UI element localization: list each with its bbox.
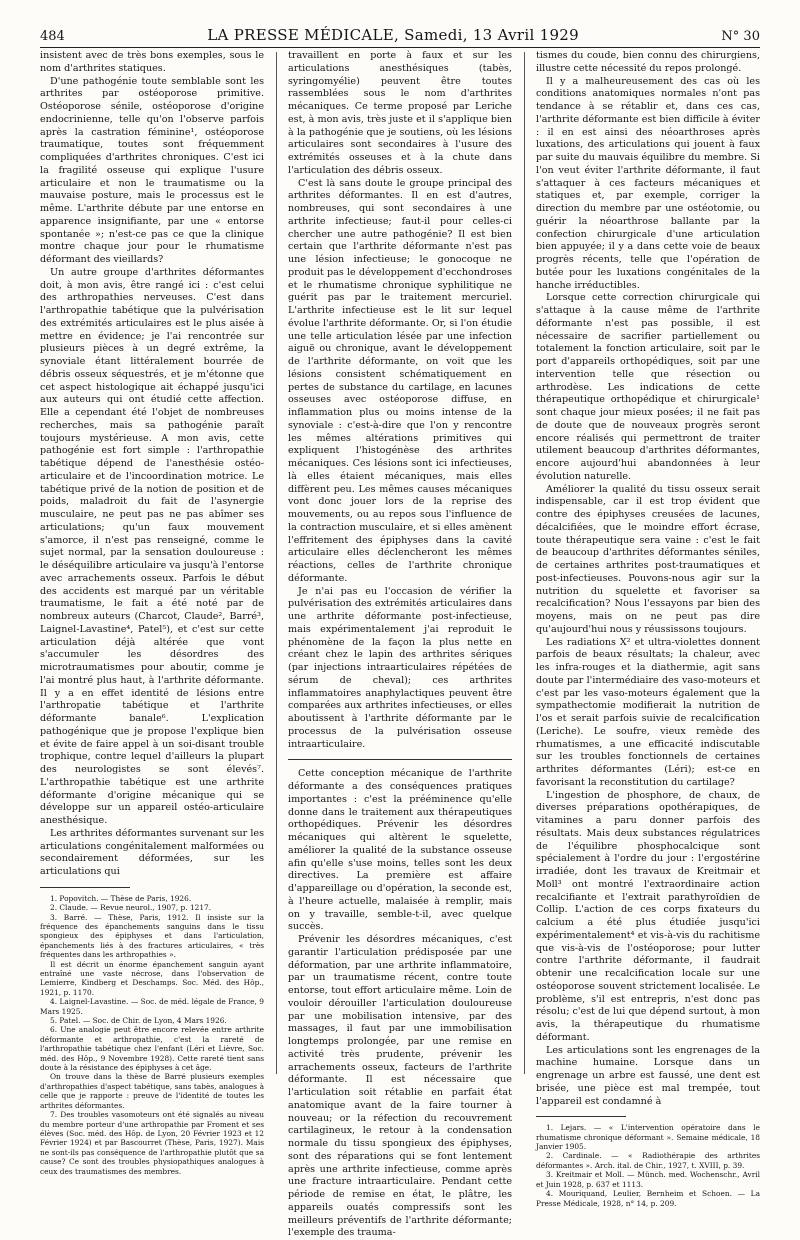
footnote: 4. Mouriquand, Leulier, Bernheim et Schoen. — La Presse Médicale, 1928, n° 14, p. 209. [536,1189,760,1208]
column-1 [40,50,264,1176]
footnote: 2. Claude. — Revue neurol., 1907, p. 1217. [50,903,212,913]
paragraph: D'une pathogénie toute semblable sont les arthrites par ostéoporose primitive. Ostéoporose sénile, ostéoporose d'origine endocrinienne, telle qu'on l'observe parfois après la castration féminine¹, ostéoporose traumatique, toutes sont fréquemment compliquées d'arthrites chroniques. C'est ici la fragilité osseuse qui explique l'usure articulaire et non le traumatisme ou la mauvaise posture, mais le processus est le même. L'arthrite débute par une entorse en apparence insignifiante, par une « entorse spontanée »; n'est-ce pas ce que la clinique montre chaque jour pour le rhumatisme déformant des vieillards? [40,75,264,265]
footnote: On trouve dans la thèse de Barré plusieurs exemples d'arthropathies d'aspect tabétique, sans tabès, analogues à celle que je rapporte : preuve de l'identité de toutes les arthrites déformantes. [40,1072,264,1110]
paragraph: Cette conception mécanique de l'arthrite déformante a des conséquences pratiques importantes : c'est la prééminence qu'elle donne dans le traitement aux thérapeutiques orthopédiques. Prévenir les désordres mécaniques qui altèrent le squelette, améliorer la qualité de la substance osseuse afin qu'elle s'use moins, telles sont les deux directives. La première est affaire d'appareillage ou d'opération, la seconde est, à l'heure actuelle, malaisée à remplir, mais on y travaille, semble-t-il, avec quelque succès. [288,768,512,933]
issue-number: N° 30 [721,29,760,44]
footnote: 7. Des troubles vasomoteurs ont été signalés au niveau du membre porteur d'une arthropathie par Froment et ses élèves (Soc. méd. des Hôp. de Lyon, 20 Février 1923 et 12 Février 1924) et par Bascourret (Thèse, Paris, 1927). Mais ne sont-ils pas conséquence de l'arthropathie plutôt que sa cause? Ce sont des troubles physiopathiques analogues à ceux des traumatismes des membres. [40,1110,264,1176]
footnote: 1. Lejars. — « L'intervention opératoire dans le rhumatisme chronique déformant ». Semaine médicale, 18 Janvier 1905. [536,1123,760,1152]
footnote: 1. Popovitch. — Thèse de Paris, 1926. [50,893,192,903]
paragraph: travaillent en porte à faux et sur les articulations anesthésiques (tabès, syringomyélie) peuvent être toutes rassemblées sous le nom d'arthrites mécaniques. Ce terme proposé par Leriche est, à mon avis, très juste et il s'applique bien à la pathogénie que je soutiens, où les lésions articulaires sont secondaires à l'usure des extrémités osseuses et à la chute dans l'articulation des débris osseux. [288,50,512,176]
footnote-rule [536,1116,626,1117]
page-number: 484 [40,29,65,44]
footnote: 4. Laignel-Lavastine. — Soc. de méd. légale de France, 9 Mars 1925. [40,997,264,1016]
page-header [40,16,760,48]
paragraph: insistent avec de très bons exemples, sous le nom d'arthrites statiques. [40,50,264,74]
paragraph: Lorsque cette correction chirurgicale qui s'attaque à la cause même de l'arthrite déformante n'est pas possible, il est nécessaire de sacrifier partiellement ou totalement la fonction articulaire, soit par le port d'appareils orthopédiques, soit par une intervention telle que résection ou arthrodèse. Les indications de cette thérapeutique orthopédique et chirurgicale¹ sont chaque jour mieux posées; il ne fait pas de doute que de nouveaux progrès seront encore réalisés qui permettront de traiter utilement beaucoup d'arthrites déformantes, encore aujourd'hui abandonnées à leur évolution naturelle. [536,292,760,482]
footnote: 2. Cardinale. — « Radiothérapie des arthrites déformantes ». Arch. ital. de Chir., 1927, t. XVIII, p. 39. [536,1151,760,1170]
paragraph: Les arthrites déformantes survenant sur les articulations congénitalement malformées ou secondairement déformées, sur les articulations qui [40,827,264,877]
paragraph: tismes du coude, bien connu des chirurgiens, illustre cette nécessité du repos prolongé. [536,50,760,74]
footnote-rule [40,887,130,888]
footnote: Il est décrit un énorme épanchement sanguin ayant entraîné une vaste nécrose, dans l'observation de Lemierre, Kindberg et Deschamps. Soc. Méd. des Hôp., 1921, p. 1170. [40,959,264,997]
paragraph: L'ingestion de phosphore, de chaux, de diverses préparations opothérapiques, de vitamines a paru donner parfois des résultats. Mais deux substances régulatrices de l'équilibre phosphocalcique sont spécialement à l'ordre du jour : l'ergostérine irradiée, dont les travaux de Kreitmair et Moll³ ont montré l'extraordinaire action recalcifiante et l'extrait parathyroïdien de Collip. L'action de ces corps fixateurs du calcium a été plus étudiée jusqu'ici expérimentalement⁴ et vis-à-vis du rachitisme que vis-à-vis de l'ostéoporose; pour lutter contre l'arthrite déformante, il faudrait obtenir une recalcification locale sur une ostéoporose souvent strictement localisée. Le problème, s'il est entrepris, n'est donc pas résolu; c'est de lui que dépend surtout, à mon avis, la thérapeutique du rhumatisme déformant. [536,789,760,1043]
column-divider-2 [524,52,525,1074]
footnote: 5. Patel. — Soc. de Chir. de Lyon, 4 Mars 1926. [50,1016,227,1026]
column-divider-1 [276,52,277,1074]
paragraph: Les articulations sont les engrenages de la machine humaine. Lorsque dans un engrenage un arbre est faussé, une dent est brisée, une pièce est mal trempée, tout l'appareil est condamné à [536,1044,760,1107]
paragraph: C'est là sans doute le groupe principal des arthrites déformantes. Il en est d'autres, nombreuses, qui sont secondaires à une arthrite infectieuse; faut-il pour celles-ci chercher une autre pathogénie? Il est bien certain que l'arthrite déformante n'est pas une lésion infectieuse; le gonocoque ne produit pas le développement d'ecchondroses et le rhumatisme chronique syphilitique ne guérit pas par le traitement mercuriel. L'arthrite infectieuse est le lit sur lequel évolue l'arthrite déformante. Or, si l'on étudie une telle articulation lésée par une infection aiguë ou chronique, avant le développement de l'arthrite déformante, on voit que les lésions consistent schématiquement en pertes de substance du cartilage, en lacunes osseuses avec ostéoporose diffuse, en inflammation plus ou moins intense de la synoviale : c'est-à-dire que l'on y rencontre les mêmes altérations primitives qui expliquent l'histogénèse des arthrites mécaniques. Ces lésions sont ici infectieuses, là elles étaient mécaniques, mais elles diffèrent peu. Les mêmes causes mécaniques vont donc jouer lors de la reprise des mouvements, ou au repos sous l'influence de la contraction musculaire, et si elles amènent l'effritement des épiphyses dans la cavité articulaire elles déclencheront les mêmes réactions, celles de l'arthrite chronique déformante. [288,177,512,584]
footnote: 3. Barré. — Thèse, Paris, 1912. Il insiste sur la fréquence des épanchements sanguins dans le tissu spongieux des épiphyses et dans l'articulation, épanchements liés à des fractures articulaires, « très fréquentes dans les arthropathies ». [40,912,264,960]
journal-title: LA PRESSE MÉDICALE, Samedi, 13 Avril 1929 [207,26,579,44]
section-separator [288,759,512,760]
paragraph: Il y a malheureusement des cas où les conditions anatomiques normales n'ont pas tendance à se rétablir et, dans ces cas, l'arthrite déformante est bien difficile à éviter : il en est ainsi des néoarthroses après luxations, des articulations qui jouent à faux par suite du mauvais équilibre du membre. Si l'on veut éviter l'arthrite déformante, il faut s'attaquer à ces facteurs mécaniques et statiques et, par exemple, corriger la direction du membre par une ostéotomie, ou guérir la néoarthrose ballante par la confection chirurgicale d'une articulation bien appuyée; il y a dans cette voie de beaux progrès récents, telle que l'opération de butée pour les luxations congénitales de la hanche irréductibles. [536,75,760,291]
column-3 [536,50,760,1208]
column-2 [288,50,512,1240]
paragraph: Un autre groupe d'arthrites déformantes doit, à mon avis, être rangé ici : c'est celui des arthropathies nerveuses. C'est dans l'arthropathie tabétique que la pulvérisation des extrémités articulaires est le plus aisée à mettre en évidence; je l'ai rencontrée sur plusieurs pièces à un degré extrême, la synoviale étant littéralement bourrée de débris osseux séquestrés, et je m'étonne que cet aspect histologique ait échappé jusqu'ici aux auteurs qui ont étudié cette affection. Elle a cependant été l'objet de nombreuses recherches, mais sa pathogénie paraît toujours mystérieuse. A mon avis, cette pathogénie est fort simple : l'arthropathie tabétique dépend de l'anesthésie ostéo-articulaire et de l'incoordination motrice. Le tabétique privé de la notion de position et de poids, maladroit du fait de l'asynergie musculaire, ne peut pas ne pas abîmer ses articulations; qu'un faux mouvement s'amorce, il n'est pas renseigné, comme le sujet normal, par la sensation douloureuse : le déséquilibre articulaire va jusqu'à l'entorse avec arrachements osseux. Parfois le début des accidents est marqué par un véritable traumatisme, le fait a été noté par de nombreux auteurs (Charcot, Claude², Barré³, Laignel-Lavastine⁴, Patel⁵), et c'est sur cette articulation déjà altérée que vont s'accumuler les désordres des microtraumatismes pour aboutir, comme je l'ai montré plus haut, à l'arthrite déformante. Il y a en effet identité de lésions entre l'arthropatie tabétique et l'arthrite déformante banale⁶. L'explication pathogénique que je propose l'explique bien et évite de faire appel à un soi-disant trouble trophique, contre lequel d'ailleurs la plupart des neurologistes se sont élevés⁷. L'arthropathie tabétique est une arthrite déformante d'origine mécanique qui se développe sur un appareil ostéo-articulaire anesthésique. [40,266,264,826]
paragraph: Les radiations X² et ultra-violettes donnent parfois de beaux résultats; la chaleur, avec les infra-rouges et la diathermie, agit sans doute par l'intermédiaire des vaso-moteurs et c'est par les vaso-moteurs également que la sympathectomie modifierait la nutrition de l'os et serait parfois suivie de recalcification (Leriche). Le soufre, vieux remède des rhumatismes, a une efficacité indiscutable sur les troubles fonctionnels de certaines arthrites déformantes (Léri); est-ce en favorisant la reconstitution du cartilage? [536,636,760,788]
paragraph: Je n'ai pas eu l'occasion de vérifier la pulvérisation des extrémités articulaires dans une arthrite déformante post-infectieuse, mais expérimentalement j'ai reproduit le phénomène de la façon la plus nette en créant chez le lapin des arthrites sériques (par injections intraarticulaires répétées de sérum de cheval); ces arthrites inflammatoires anaphylactiques peuvent être comparées aux arthrites infectieuses, or elles aboutissent à l'arthrite déformante par le processus de la pulvérisation osseuse intraarticulaire. [288,585,512,750]
footnote: 6. Une analogie peut être encore relevée entre arthrite déformante et arthropathie, c'est la rareté de l'arthropathie tabétique chez l'enfant (Léri et Lièvre, Soc. méd. des Hôp., 9 Novembre 1928). Cette rareté tient sans doute à la résistance des épiphyses à cet âge. [40,1025,264,1073]
footnote: 3. Kreitmair et Moll. — Münch. med. Wochenschr., Avril et Juin 1928, p. 637 et 1113. [536,1170,760,1189]
paragraph: Prévenir les désordres mécaniques, c'est garantir l'articulation prédisposée par une déformation, par une arthrite inflammatoire, par un traumatisme récent, contre toute entorse, tout effort articulaire même. Loin de vouloir dérouiller l'articulation douloureuse par une mobilisation intensive, par des massages, il faut par une immobilisation longtemps prolongée, par une remise en activité très prudente, prévenir les arrachements osseux, facteurs de l'arthrite déformante. Il est nécessaire que l'articulation soit rétablie en parfait état anatomique avant de la faire tourner à nouveau; or la réfection du recouvrement cartilagineux, le retour à la condensation normale du tissu spongieux des épiphyses, sont des réparations qui se font lentement après une arthrite infectieuse, comme après une fracture intraarticulaire. Pendant cette période de remise en état, le plâtre, les appareils ouatés compressifs sont les meilleurs préventifs de l'arthrite déformante; l'exemple des trauma- [288,934,512,1239]
paragraph: Améliorer la qualité du tissu osseux serait indispensable, car il est trop évident que contre des épiphyses creusées de lacunes, décalcifiées, que le moindre effort écrase, toute thérapeutique sera vaine : c'est le fait de beaucoup d'arthrites déformantes séniles, de certaines arthrites post-traumatiques et post-infectieuses. Pouvons-nous agir sur la nutrition du squelette et favoriser sa recalcification? Nous l'essayons par bien des moyens, mais on ne peut pas dire qu'aujourd'hui nous y réussissons toujours. [536,483,760,635]
